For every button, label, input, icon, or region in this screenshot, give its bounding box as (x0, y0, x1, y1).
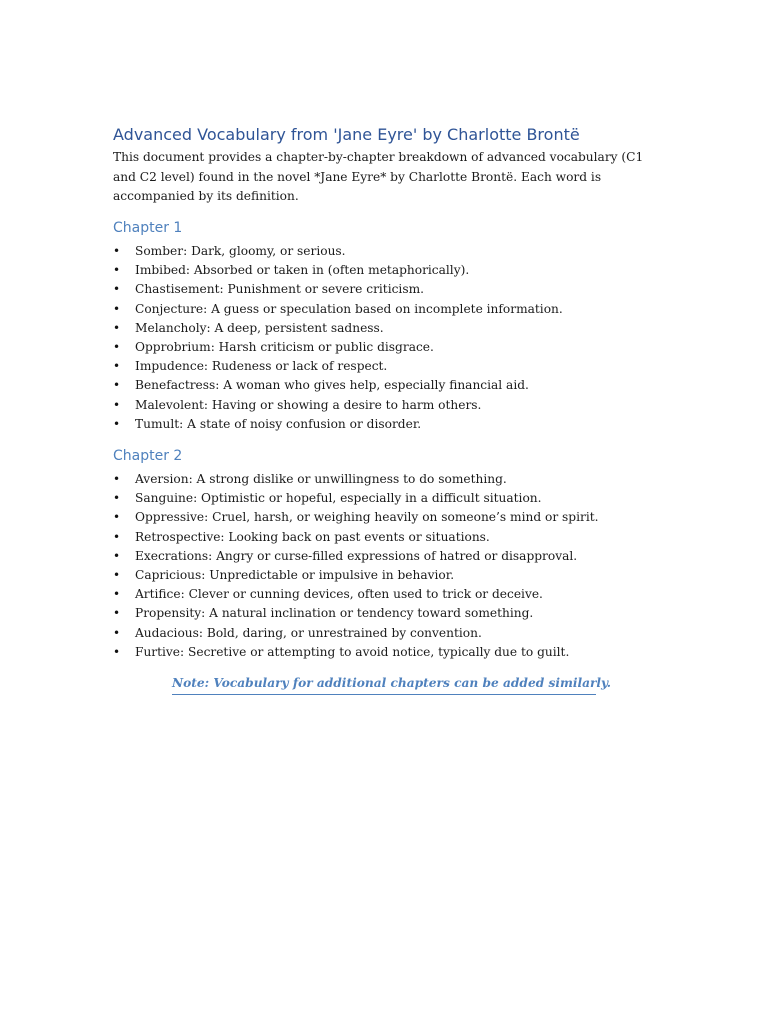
vocab-item (113, 376, 673, 395)
vocab-item (113, 242, 673, 261)
vocab-entry: Aversion: A strong dislike or unwillingness to do something. (135, 472, 507, 486)
bullet-icon: • (113, 244, 121, 258)
vocab-entry: Artifice: Clever or cunning devices, often used to trick or deceive. (135, 587, 543, 602)
vocab-entry: Oppressive: Cruel, harsh, or weighing heavily on someone’s mind or spirit. (135, 510, 599, 525)
bullet-icon: • (113, 301, 121, 316)
bullet-icon: • (113, 625, 121, 640)
bullet-icon: • (113, 416, 121, 431)
bullet-icon: • (113, 529, 121, 544)
additional-chapters-note: Note: Vocabulary for additional chapters can be added similarly. (172, 676, 596, 695)
bullet-icon: • (113, 644, 121, 659)
vocab-item (113, 338, 673, 357)
vocab-item (113, 566, 673, 585)
bullet-icon: • (113, 378, 121, 393)
vocab-item (113, 643, 673, 662)
vocab-item (113, 528, 673, 547)
chapter-1-heading: Chapter 1 (113, 220, 183, 236)
chapter-1-vocab-list (113, 242, 673, 434)
vocab-item (113, 470, 673, 489)
vocab-item (113, 280, 673, 299)
vocab-entry: Somber: Dark, gloomy, or serious. (135, 244, 346, 258)
vocab-entry: Imbibed: Absorbed or taken in (often metaphorically). (135, 263, 470, 278)
vocab-item (113, 300, 673, 319)
vocab-item (113, 585, 673, 604)
vocab-entry: Retrospective: Looking back on past events or situations. (135, 529, 490, 544)
vocab-entry: Execrations: Angry or curse-filled expressions of hatred or disapproval. (135, 548, 578, 563)
vocab-item (113, 489, 673, 508)
chapter-2-heading: Chapter 2 (113, 448, 183, 464)
vocab-item (113, 624, 673, 643)
bullet-icon: • (113, 472, 121, 486)
vocab-item (113, 396, 673, 415)
bullet-icon: • (113, 339, 121, 354)
vocab-item (113, 261, 673, 280)
vocab-item (113, 508, 673, 527)
bullet-icon: • (113, 510, 121, 525)
bullet-icon: • (113, 282, 121, 297)
vocab-entry: Impudence: Rudeness or lack of respect. (135, 359, 388, 374)
bullet-icon: • (113, 397, 121, 412)
vocab-entry: Benefactress: A woman who gives help, especially financial aid. (135, 378, 529, 393)
vocab-item (113, 357, 673, 376)
intro-paragraph: This document provides a chapter-by-chapter breakdown of advanced vocabulary (C1 and C2 level) found in the novel *Jane Eyre* by Charlotte Brontë. Each word is accompanied by its definition. (113, 150, 644, 203)
chapter-2-vocab-list (113, 470, 673, 662)
bullet-icon: • (113, 567, 121, 582)
bullet-icon: • (113, 320, 121, 335)
vocab-item (113, 415, 673, 434)
vocab-entry: Chastisement: Punishment or severe criticism. (135, 282, 425, 297)
vocab-item (113, 319, 673, 338)
bullet-icon: • (113, 491, 121, 506)
vocab-entry: Tumult: A state of noisy confusion or disorder. (135, 416, 422, 431)
vocab-entry: Opprobrium: Harsh criticism or public disgrace. (135, 339, 434, 354)
bullet-icon: • (113, 606, 121, 621)
vocab-entry: Propensity: A natural inclination or tendency toward something. (135, 606, 534, 621)
vocab-entry: Malevolent: Having or showing a desire to harm others. (135, 397, 482, 412)
vocab-item (113, 604, 673, 623)
document-title: Advanced Vocabulary from 'Jane Eyre' by Charlotte Brontë (113, 125, 580, 144)
vocab-entry: Capricious: Unpredictable or impulsive in behavior. (135, 567, 455, 582)
bullet-icon: • (113, 263, 121, 278)
bullet-icon: • (113, 548, 121, 563)
vocab-item (113, 547, 673, 566)
vocab-entry: Sanguine: Optimistic or hopeful, especially in a difficult situation. (135, 491, 542, 506)
vocab-entry: Conjecture: A guess or speculation based on incomplete information. (135, 301, 563, 316)
vocab-entry: Audacious: Bold, daring, or unrestrained by convention. (135, 625, 482, 640)
bullet-icon: • (113, 359, 121, 374)
vocab-entry: Melancholy: A deep, persistent sadness. (135, 320, 384, 335)
bullet-icon: • (113, 587, 121, 602)
vocab-entry: Furtive: Secretive or attempting to avoid notice, typically due to guilt. (135, 644, 570, 659)
